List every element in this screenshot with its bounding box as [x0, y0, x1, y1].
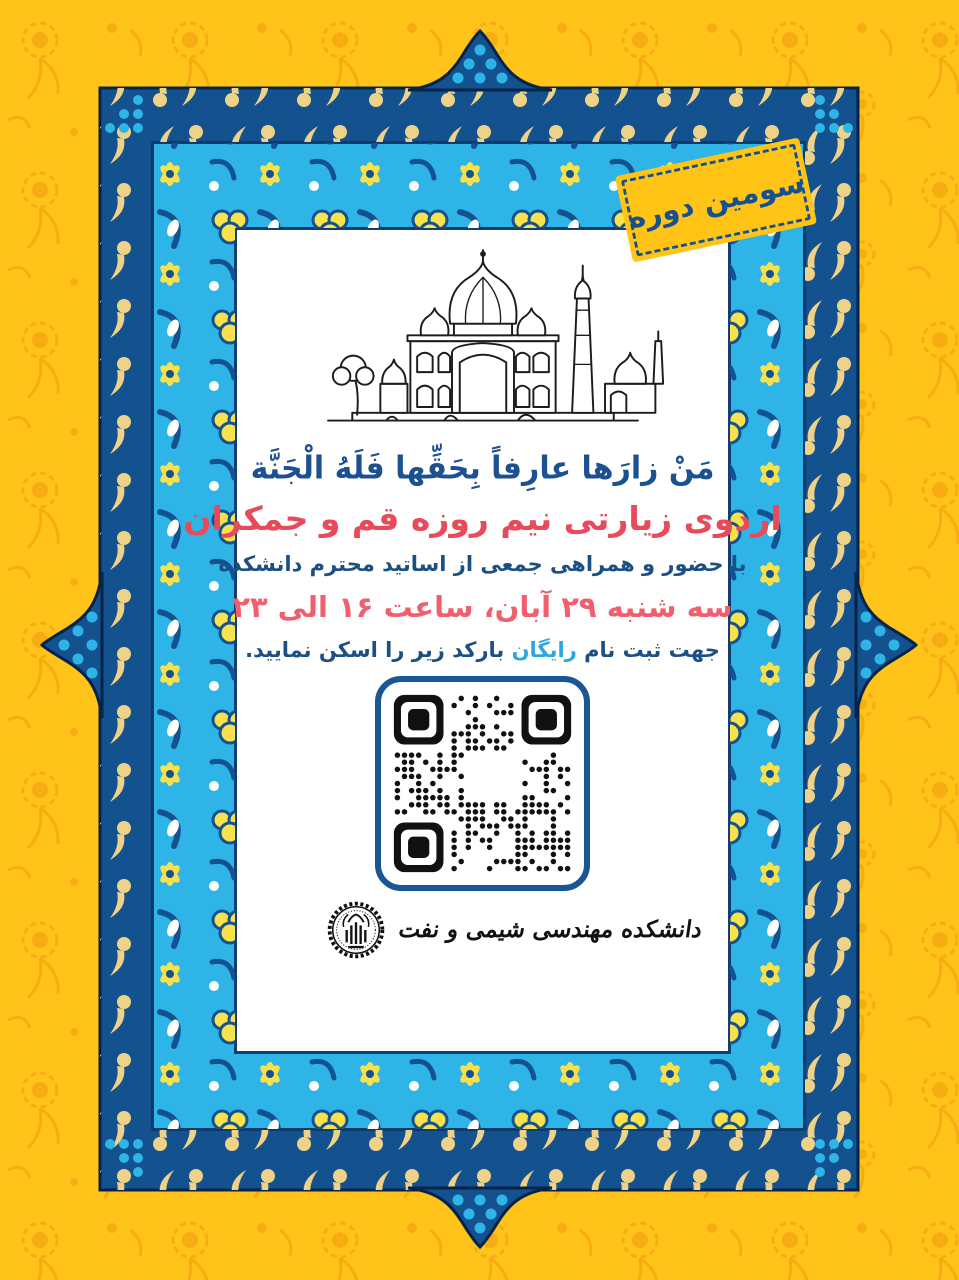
qr-code — [375, 676, 590, 891]
mosque-illustration-icon — [299, 248, 667, 442]
event-subtitle: با حضور و همراهی جمعی از اساتید محترم دانشکده — [218, 551, 747, 576]
event-datetime: سه شنبه ۲۹ آبان، ساعت ۱۶ الی ۲۳ — [232, 589, 733, 624]
registration-instruction — [245, 638, 720, 662]
edition-badge-label: سومین دوره — [624, 164, 808, 236]
university-logo-icon — [325, 899, 387, 961]
content-panel — [183, 228, 782, 1053]
registration-text-pre: جهت ثبت نام — [576, 637, 720, 662]
event-title: اردوی زیارتی نیم روزه قم و جمکران — [183, 498, 782, 538]
registration-text-post: بارکد زیر را اسکن نمایید. — [245, 637, 512, 662]
hadith-calligraphy: مَنْ زارَها عارِفاً بِحَقِّها فَلَهُ الْجَنَّة — [250, 450, 715, 487]
organizer-name: دانشکده مهندسی شیمی و نفت — [395, 916, 702, 943]
qr-code-image — [385, 686, 580, 881]
organizer-row — [325, 899, 700, 961]
free-highlight: رایگان — [511, 637, 577, 662]
